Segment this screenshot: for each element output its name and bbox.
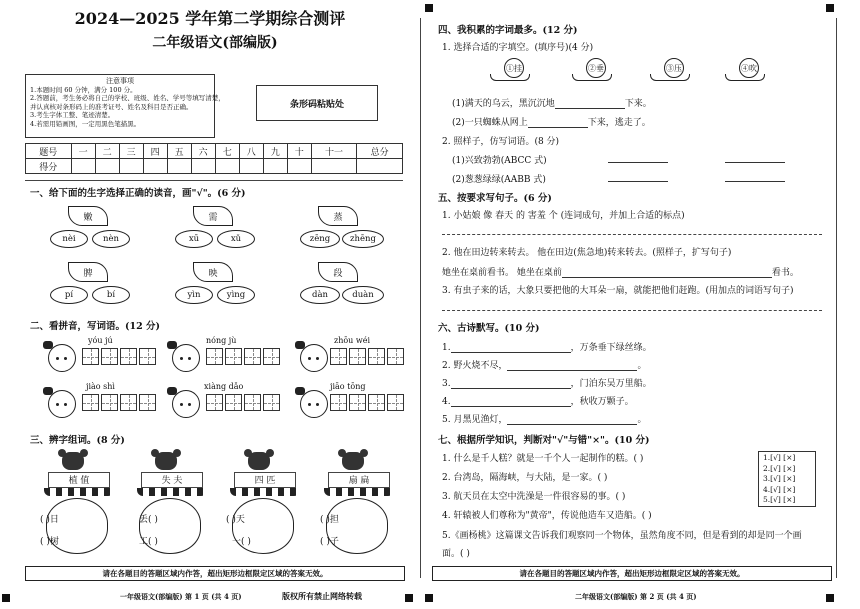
notice-item: 1.本题时间 60 分钟，满分 100 分。 (30, 85, 137, 94)
registration-marker (2, 594, 10, 602)
score-header-cell: 十 (287, 144, 311, 159)
score-header-cell: 七 (215, 144, 239, 159)
snail-card (650, 58, 710, 86)
answer-blank[interactable] (562, 277, 772, 278)
pinyin-option[interactable]: dàn (300, 286, 340, 304)
poem-text: ，万条垂下绿丝绦。 (570, 343, 652, 353)
question-text: 下来，逃走了。 (587, 118, 651, 128)
pinyin-label: xiàng dǎo (204, 382, 244, 391)
page-border (836, 18, 837, 578)
leaf-char: 映 (193, 262, 233, 282)
word-blank[interactable]: ( )日 (40, 515, 59, 525)
section-3-heading: 三、辨字组词。(8 分) (30, 435, 125, 446)
score-cell[interactable] (143, 159, 167, 174)
word-blank[interactable]: 一( ) (232, 537, 251, 547)
word-writing-item (300, 336, 410, 372)
question-text: 3. 有虫子来的话，大象只要把他的大耳朵一扇，就能把他们赶跑。(用加点的词语写句子) (442, 286, 794, 296)
judgment-item: 面。( ) (442, 549, 470, 559)
koala-icon (155, 452, 177, 470)
question-text: 她坐在桌前看书。 她坐在桌前 (442, 268, 562, 278)
snail-body (572, 74, 612, 81)
koala-icon (248, 452, 270, 470)
poem-number: 3. (442, 379, 451, 389)
notice-item: 2.答题前，考生务必将自己的学校、班级、姓名、学号等填写清楚， (30, 94, 225, 103)
poem-text: 。 (637, 361, 647, 371)
pinyin-label: zhōu wéi (334, 336, 371, 345)
score-cell[interactable] (191, 159, 215, 174)
section-1-heading: 一、给下面的生字选择正确的读音，画"√"。(6 分) (30, 188, 246, 199)
answer-blank[interactable] (725, 181, 785, 182)
answer-blank[interactable] (528, 127, 588, 128)
notice-item: 并认真核对条形码上的准考证号、姓名及科目是否正确。 (30, 102, 193, 111)
answer-option[interactable]: 4.[√] [×] (763, 484, 796, 494)
poem-line (442, 358, 646, 371)
section-7-heading: 七、根据所学知识，判断对"√"与错"×"。(10 分) (438, 435, 650, 446)
pinyin-item (50, 260, 150, 304)
score-header-cell: 总分 (357, 144, 403, 159)
bunting-decoration (324, 488, 394, 496)
answer-blank[interactable] (451, 352, 571, 353)
poem-text: 5. 月黑见渔灯， (442, 415, 508, 425)
writing-grid[interactable] (206, 348, 282, 365)
question-text: 下来。 (624, 99, 652, 109)
fill-blank-question (452, 96, 652, 109)
word-blank[interactable]: ( )担 (320, 515, 339, 525)
page-footer: 一年级语文(部编版) 第 1 页 (共 4 页) (120, 592, 242, 601)
hello-kitty-icon (300, 344, 328, 372)
pinyin-option[interactable]: yìng (217, 286, 255, 304)
notice-item: 4.若需用铅画图，一定用黑色笔描黑。 (30, 119, 141, 128)
char-pair-label: 四 匹 (234, 472, 296, 488)
hello-kitty-icon (48, 390, 76, 418)
score-cell[interactable] (287, 159, 311, 174)
question-text: 看书。 (771, 268, 799, 278)
registration-marker (425, 4, 433, 12)
leaf-char: 脾 (68, 262, 108, 282)
snail-icon: ①挂 (504, 58, 524, 78)
writing-grid[interactable] (82, 394, 158, 411)
char-compare-item (226, 450, 306, 562)
notice-title: 注意事项 (106, 77, 134, 85)
page-subtitle: 二年级语文(部编版) (152, 35, 278, 51)
judgment-item: 1. 什么是千人糕？就是一千个人一起制作的糕。( ) (442, 454, 644, 464)
registration-marker (425, 594, 433, 602)
score-header-cell: 三 (119, 144, 143, 159)
poem-line (442, 376, 652, 389)
snail-body (490, 74, 530, 81)
hello-kitty-icon (300, 390, 328, 418)
snail-icon: ④吹 (739, 58, 759, 78)
score-header-cell: 题号 (26, 144, 72, 159)
writing-grid[interactable] (82, 348, 158, 365)
char-pair-label: 失 夫 (141, 472, 203, 488)
score-header-cell: 一 (71, 144, 95, 159)
bunting-decoration (137, 488, 207, 496)
score-cell[interactable] (357, 159, 403, 174)
answer-line[interactable] (442, 310, 822, 311)
word-writing-item (300, 382, 410, 418)
judgment-item: 5.《画杨桃》这篇课文告诉我们观察同一个物体，虽然角度不同，但是看到的却是同一个画 (442, 531, 802, 541)
snail-icon: ②垂 (586, 58, 606, 78)
score-header-cell: 二 (95, 144, 119, 159)
poem-text: ，门泊东吴万里船。 (570, 379, 652, 389)
snail-body (650, 74, 690, 81)
section-6-heading: 六、古诗默写。(10 分) (438, 323, 540, 334)
section-4-heading: 四、我积累的字词最多。(12 分) (438, 25, 578, 36)
char-compare-item (40, 450, 120, 562)
pinyin-label: nóng jù (206, 336, 237, 345)
question-text: (2)一只蜘蛛从网上 (452, 118, 528, 128)
answer-blank[interactable] (608, 162, 668, 163)
question-text: 2. 他在田边转来转去。 他在田边(焦急地)转来转去。(照样子，扩写句子) (442, 248, 732, 258)
word-writing-item (48, 336, 158, 372)
barcode-area: 条形码粘贴处 (256, 85, 378, 121)
score-cell[interactable] (167, 159, 191, 174)
koala-icon (62, 452, 84, 470)
word-writing-item (172, 382, 282, 418)
question-text: 1. 小姑娘 像 春天 的 害羞 个 (连词成句，并加上合适的标点) (442, 211, 685, 221)
word-writing-item (172, 336, 282, 372)
section-5-heading: 五、按要求写句子。(6 分) (438, 193, 552, 204)
answer-line[interactable] (442, 234, 822, 235)
poem-text: ，秋收万颗子。 (570, 397, 634, 407)
pinyin-item (175, 204, 275, 248)
fill-blank-question (442, 265, 799, 278)
score-header-cell: 六 (191, 144, 215, 159)
section-2-heading: 二、看拼音，写词语。(12 分) (30, 321, 161, 332)
char-compare-item (133, 450, 213, 562)
notice-box (25, 74, 225, 138)
score-cell[interactable] (239, 159, 263, 174)
question-text: (1)兴致勃勃(ABCC 式) (452, 156, 547, 166)
answer-option[interactable]: 3.[√] [×] (763, 474, 796, 483)
answer-box (758, 451, 816, 507)
word-blank[interactable]: ( )天 (226, 515, 245, 525)
pinyin-label: jiào shì (86, 382, 115, 391)
pinyin-option[interactable]: zhēng (342, 230, 384, 248)
pinyin-option[interactable]: xǔ (217, 230, 255, 248)
leaf-char: 蒸 (318, 206, 358, 226)
answer-blank[interactable] (451, 406, 571, 407)
notice-item: 3.考生字体工整、笔迹清楚。 (30, 111, 115, 120)
score-cell[interactable] (119, 159, 143, 174)
answer-option[interactable]: 5.[√] [×] (763, 495, 796, 504)
answer-option[interactable]: 2.[√] [×] (763, 463, 796, 473)
answer-blank[interactable] (451, 388, 571, 389)
judgment-item: 2. 台湾岛，隔海峡，与大陆，是一家。( ) (442, 473, 608, 483)
pinyin-option[interactable]: yìn (175, 286, 213, 304)
poem-number: 4. (442, 397, 451, 407)
hello-kitty-icon (172, 344, 200, 372)
question-text: (2)葱葱绿绿(AABB 式) (452, 175, 546, 185)
pinyin-option[interactable]: xū (175, 230, 213, 248)
pinyin-item (300, 204, 400, 248)
registration-marker (405, 594, 413, 602)
answer-blank[interactable] (555, 108, 625, 109)
pinyin-option[interactable]: nèi (50, 230, 88, 248)
char-pair-label: 植 值 (48, 472, 110, 488)
footer-notice: 请在各题目的答题区域内作答，超出矩形边框限定区域的答案无效。 (432, 566, 832, 581)
leaf-char: 嫩 (68, 206, 108, 226)
char-compare-item (320, 450, 404, 562)
registration-marker (826, 4, 834, 12)
hello-kitty-icon (48, 344, 76, 372)
hello-kitty-icon (172, 390, 200, 418)
score-table (25, 143, 403, 174)
divider (25, 180, 403, 181)
score-header-cell: 九 (263, 144, 287, 159)
score-cell[interactable] (71, 159, 95, 174)
writing-grid[interactable] (330, 348, 406, 365)
page-border (420, 18, 421, 578)
page-footer: 二年级语文(部编版) 第 2 页 (共 4 页) (575, 592, 697, 601)
copyright-note: 版权所有禁止网络转载 (282, 591, 362, 601)
poem-text: 。 (637, 415, 647, 425)
registration-marker (826, 594, 834, 602)
snail-card (725, 58, 785, 86)
snail-card (490, 58, 550, 86)
page-title: 2024—2025 学年第二学期综合测评 (74, 9, 346, 28)
bunting-decoration (230, 488, 300, 496)
snail-icon: ③压 (664, 58, 684, 78)
pinyin-item (300, 260, 400, 304)
pinyin-label: yóu jú (88, 336, 113, 345)
score-cell[interactable] (311, 159, 357, 174)
poem-number: 1. (442, 343, 451, 353)
question-text: 1. 选择合适的字填空。(填序号)(4 分) (442, 43, 594, 53)
score-cell[interactable] (215, 159, 239, 174)
leaf-char: 段 (318, 262, 358, 282)
pinyin-label: jiāo tōng (330, 382, 366, 391)
score-header-cell: 四 (143, 144, 167, 159)
poem-text: 2. 野火烧不尽， (442, 361, 508, 371)
writing-grid[interactable] (330, 394, 406, 411)
judgment-item: 3. 航天员在太空中洗澡是一件很容易的事。( ) (442, 492, 626, 502)
answer-blank[interactable] (507, 370, 637, 371)
footer-notice: 请在各题目的答题区域内作答，超出矩形边框限定区域的答案无效。 (25, 566, 405, 581)
pinyin-option[interactable]: bí (92, 286, 130, 304)
char-pair-label: 扇 扁 (328, 472, 390, 488)
word-blank[interactable]: ( )树 (40, 537, 59, 547)
word-writing-item (48, 382, 158, 418)
pinyin-option[interactable]: pí (50, 286, 88, 304)
writing-grid[interactable] (206, 394, 282, 411)
word-blank[interactable]: 工( ) (139, 537, 158, 547)
pinyin-option[interactable]: zēng (300, 230, 340, 248)
snail-card (572, 58, 632, 86)
pinyin-item (175, 260, 275, 304)
poem-line (442, 412, 646, 425)
score-header-cell: 五 (167, 144, 191, 159)
koala-icon (342, 452, 364, 470)
pinyin-option[interactable]: nèn (92, 230, 130, 248)
judgment-item: 4. 轩辕被人们尊称为"黄帝"，传说他造车又造船。( ) (442, 511, 652, 521)
score-row-label: 得分 (26, 159, 72, 174)
bunting-decoration (44, 488, 114, 496)
answer-option[interactable]: 1.[√] [×] (763, 453, 796, 462)
score-cell[interactable] (263, 159, 287, 174)
question-text: (1)满天的乌云，黑沉沉地 (452, 99, 555, 109)
poem-line (442, 340, 652, 353)
snail-body (725, 74, 765, 81)
score-header-cell: 十一 (311, 144, 357, 159)
score-header-cell: 八 (239, 144, 263, 159)
pinyin-option[interactable]: duàn (342, 286, 384, 304)
word-blank[interactable]: ( )子 (320, 537, 339, 547)
leaf-char: 需 (193, 206, 233, 226)
answer-blank[interactable] (507, 424, 637, 425)
fill-blank-question (452, 115, 651, 128)
word-blank[interactable]: 丢( ) (139, 515, 158, 525)
question-text: 2. 照样子，仿写词语。(8 分) (442, 137, 560, 147)
answer-blank[interactable] (725, 162, 785, 163)
poem-line (442, 394, 634, 407)
answer-blank[interactable] (608, 181, 668, 182)
score-cell[interactable] (95, 159, 119, 174)
